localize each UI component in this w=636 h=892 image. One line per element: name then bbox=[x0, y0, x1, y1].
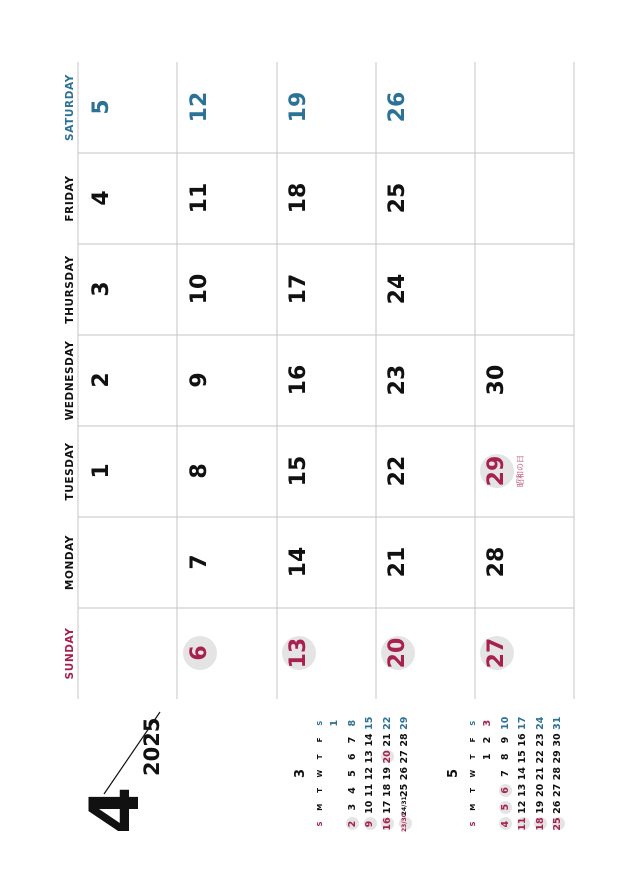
mini-calendar-day: 13 bbox=[364, 750, 375, 764]
mini-calendar-day: 27 bbox=[552, 783, 563, 798]
mini-calendar-day: 12 bbox=[364, 767, 375, 781]
day-cell: 16 bbox=[286, 364, 311, 396]
day-cell: 26 bbox=[385, 91, 410, 123]
mini-calendar-day: 26 bbox=[552, 800, 563, 814]
year-label: 2025 bbox=[140, 717, 164, 776]
mini-calendar-weekday-header: T bbox=[316, 754, 324, 760]
mini-calendar-day: 30 bbox=[552, 733, 563, 747]
weekday-thursday: THURSDAY bbox=[64, 255, 76, 324]
mini-calendar-day: 5 bbox=[499, 803, 511, 811]
mini-calendar-weekday-header: W bbox=[316, 769, 324, 778]
mini-calendar-day: 19 bbox=[381, 767, 393, 781]
mini-calendar-day: 21 bbox=[534, 767, 546, 781]
mini-calendar-day: 14 bbox=[517, 767, 528, 781]
day-cell: 25 bbox=[385, 182, 410, 214]
day-cell: 11 bbox=[187, 182, 212, 214]
mini-calendar-day: 2 bbox=[482, 736, 493, 744]
mini-calendar-day: 16 bbox=[381, 817, 393, 831]
mini-calendar-day: 6 bbox=[346, 753, 358, 761]
mini-calendar-day: 13 bbox=[517, 783, 528, 798]
day-cell: 2 bbox=[89, 372, 114, 388]
mini-calendar-day: 21 bbox=[381, 733, 393, 747]
mini-calendar-day: 20 bbox=[534, 783, 546, 798]
mini-calendar-day: 16 bbox=[517, 733, 528, 747]
day-cell: 4 bbox=[89, 190, 114, 206]
mini-calendar-day: 2 bbox=[346, 820, 358, 828]
mini-calendar-day: 26 bbox=[399, 767, 410, 781]
day-cell: 20 bbox=[385, 637, 410, 669]
mini-calendar-day: 27 bbox=[399, 750, 410, 764]
weekday-tuesday: TUESDAY bbox=[64, 442, 76, 501]
day-cell: 9 bbox=[187, 372, 212, 388]
month-number: 4 bbox=[76, 788, 155, 834]
mini-calendar-day: 5 bbox=[346, 770, 358, 777]
mini-calendar-day: 10 bbox=[364, 800, 375, 814]
mini-calendar-day: 25 bbox=[399, 783, 410, 798]
day-cell: 29 bbox=[484, 455, 509, 487]
mini-calendar-weekday-header: T bbox=[469, 788, 477, 793]
mini-calendar-day: 7 bbox=[499, 770, 511, 777]
day-cell: 18 bbox=[286, 182, 311, 214]
day-cell: 5 bbox=[89, 99, 114, 115]
mini-calendar-day: 17 bbox=[381, 800, 393, 814]
mini-calendar-day: 8 bbox=[346, 719, 358, 727]
mini-calendar-weekday-header: T bbox=[316, 788, 324, 793]
mini-calendar-weekday-header: S bbox=[469, 720, 477, 726]
mini-calendar-day: 18 bbox=[534, 817, 546, 831]
mini-calendar-day: 24/31 bbox=[401, 796, 408, 816]
mini-calendar-day: 3 bbox=[346, 803, 358, 811]
day-cell: 13 bbox=[286, 637, 311, 669]
mini-calendar-day: 31 bbox=[552, 716, 563, 730]
day-cell: 7 bbox=[187, 554, 212, 570]
mini-calendar-weekday-header: M bbox=[316, 803, 324, 811]
mini-calendar-day: 28 bbox=[552, 767, 563, 781]
mini-calendar-day: 4 bbox=[346, 787, 358, 794]
mini-calendar-day: 22 bbox=[534, 750, 546, 764]
mini-calendar-day: 19 bbox=[534, 800, 546, 814]
mini-calendar-day: 23 bbox=[534, 733, 546, 747]
mini-calendar-day: 12 bbox=[517, 800, 528, 814]
mini-calendar-day: 25 bbox=[552, 817, 563, 831]
day-cell: 30 bbox=[484, 364, 509, 396]
day-cell: 23 bbox=[385, 364, 410, 396]
day-cell: 21 bbox=[385, 546, 410, 578]
mini-calendar-weekday-header: F bbox=[469, 737, 477, 743]
weekday-sunday: SUNDAY bbox=[64, 627, 76, 680]
day-cell: 17 bbox=[286, 273, 311, 305]
mini-calendar-prev-title: 3 bbox=[293, 768, 308, 778]
day-cell: 28 bbox=[484, 546, 509, 578]
mini-calendar-weekday-header: F bbox=[316, 737, 324, 743]
holiday-label: 昭和の日 bbox=[516, 455, 525, 487]
day-cell: 10 bbox=[187, 273, 212, 305]
mini-calendar-day: 17 bbox=[517, 716, 528, 730]
mini-calendar-weekday-header: S bbox=[316, 821, 324, 827]
mini-calendar-day: 3 bbox=[482, 719, 493, 727]
mini-calendar-weekday-header: S bbox=[469, 821, 477, 827]
mini-calendar-day: 23/30 bbox=[401, 813, 408, 832]
mini-calendar-day: 14 bbox=[364, 733, 375, 747]
mini-calendar-day: 20 bbox=[381, 750, 393, 764]
mini-calendar-day: 15 bbox=[364, 716, 375, 730]
day-cell: 3 bbox=[89, 281, 114, 297]
day-cell: 14 bbox=[286, 546, 311, 578]
mini-calendar-weekday-header: M bbox=[469, 803, 477, 811]
day-cell: 1 bbox=[89, 463, 114, 479]
day-cell: 24 bbox=[385, 273, 410, 305]
mini-calendar-day: 24 bbox=[534, 716, 546, 730]
mini-calendar-day: 29 bbox=[552, 750, 563, 764]
mini-calendar-day: 7 bbox=[346, 736, 358, 744]
mini-calendar-day: 18 bbox=[381, 783, 393, 798]
mini-calendar-next-title: 5 bbox=[446, 768, 461, 778]
weekday-saturday: SATURDAY bbox=[64, 74, 76, 141]
mini-calendar-weekday-header: W bbox=[469, 769, 477, 778]
mini-calendar-weekday-header: T bbox=[469, 754, 477, 760]
mini-calendar-day: 10 bbox=[499, 716, 511, 730]
mini-calendar-day: 9 bbox=[364, 820, 375, 828]
mini-calendar-day: 1 bbox=[482, 753, 493, 761]
mini-calendar-day: 11 bbox=[364, 783, 375, 798]
mini-calendar-day: 29 bbox=[399, 716, 410, 730]
mini-calendar-day: 28 bbox=[399, 733, 410, 747]
mini-calendar-day: 15 bbox=[517, 750, 528, 764]
day-cell: 15 bbox=[286, 455, 311, 487]
weekday-wednesday: WEDNESDAY bbox=[64, 340, 76, 421]
weekday-friday: FRIDAY bbox=[64, 175, 76, 222]
mini-calendar-day: 8 bbox=[499, 753, 511, 761]
day-cell: 22 bbox=[385, 455, 410, 487]
mini-calendar-day: 1 bbox=[329, 719, 340, 727]
mini-calendar-day: 9 bbox=[499, 736, 511, 744]
mini-calendar-day: 6 bbox=[499, 787, 511, 794]
day-cell: 8 bbox=[187, 463, 212, 479]
day-cell: 6 bbox=[187, 645, 212, 661]
day-cell: 27 bbox=[484, 637, 509, 669]
day-cell: 19 bbox=[286, 91, 311, 123]
mini-calendar-day: 11 bbox=[517, 817, 528, 831]
mini-calendar-day: 22 bbox=[381, 716, 393, 730]
mini-calendar-weekday-header: S bbox=[316, 720, 324, 726]
day-cell: 12 bbox=[187, 91, 212, 123]
mini-calendar-day: 4 bbox=[499, 820, 511, 828]
weekday-monday: MONDAY bbox=[64, 534, 76, 591]
